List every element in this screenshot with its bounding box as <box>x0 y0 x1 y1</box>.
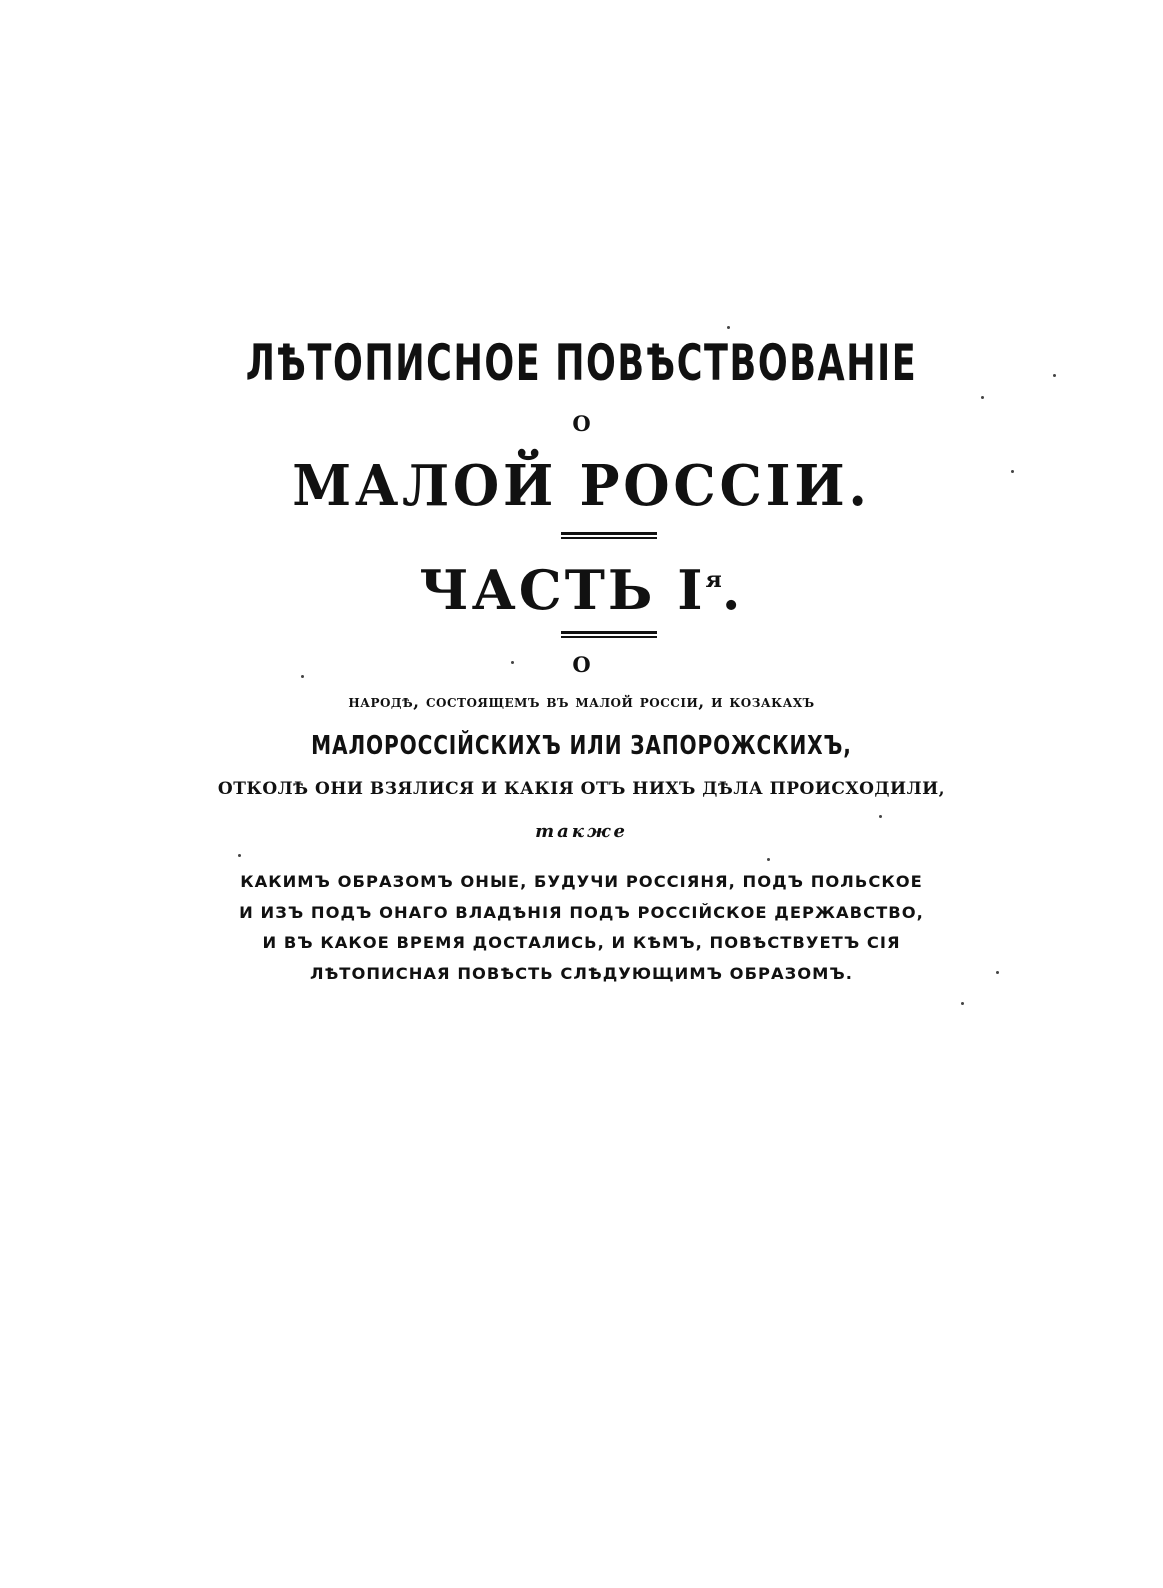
title-connector: О <box>572 411 591 436</box>
part-superscript: я <box>705 567 722 593</box>
double-rule-lower <box>561 631 657 638</box>
paragraph-line-1: КАКИМЪ ОБРАЗОМЪ ОНЫЕ, БУДУЧИ РОССІЯНЯ, ПОДЪ ПОЛЬСКОЕ <box>240 872 923 891</box>
print-speck <box>238 854 241 857</box>
print-speck <box>1011 470 1014 473</box>
paragraph-line-4: ЛѢТОПИСНАЯ ПОВѢСТЬ СЛѢДУЮЩИМЪ ОБРАЗОМЪ. <box>309 964 854 983</box>
double-rule-upper <box>561 532 657 539</box>
print-speck <box>511 661 514 664</box>
description-line-4: также <box>535 821 628 842</box>
print-speck <box>301 675 304 678</box>
part-label: ЧАСТЬ I <box>419 558 706 622</box>
part-heading <box>0 558 1163 622</box>
part-suffix: . <box>721 558 744 622</box>
print-speck <box>996 971 999 974</box>
print-speck <box>1053 374 1056 377</box>
print-speck <box>961 1002 964 1005</box>
paragraph-line-3: И ВЪ КАКОЕ ВРЕМЯ ДОСТАЛИСЬ, И КѢМЪ, ПОВѢСТВУЕТЪ СІЯ <box>262 933 901 952</box>
print-speck <box>981 396 984 399</box>
title-main: ЛѢТОПИСНОЕ ПОВѢСТВОВАНІЕ <box>245 334 918 392</box>
print-speck <box>879 815 882 818</box>
description-line-3: ОТКОЛѢ ОНИ ВЗЯЛИСЯ И КАКІЯ ОТЪ НИХЪ ДѢЛА ПРОИСХОДИЛИ, <box>217 779 946 799</box>
print-speck <box>727 326 730 329</box>
paragraph-line-2: И ИЗЪ ПОДЪ ОНАГО ВЛАДѢНІЯ ПОДЪ РОССІЙСКОЕ ДЕРЖАВСТВО, <box>239 903 924 922</box>
title-subject: МАЛОЙ РОССІИ. <box>292 453 871 519</box>
print-speck <box>767 858 770 861</box>
description-line-2: МАЛОРОССІЙСКИХЪ ИЛИ ЗАПОРОЖСКИХЪ, <box>311 731 852 761</box>
description-line-1: народѣ, состоящемъ въ малой россіи, и козакахъ <box>348 692 815 712</box>
description-connector: О <box>572 652 591 677</box>
